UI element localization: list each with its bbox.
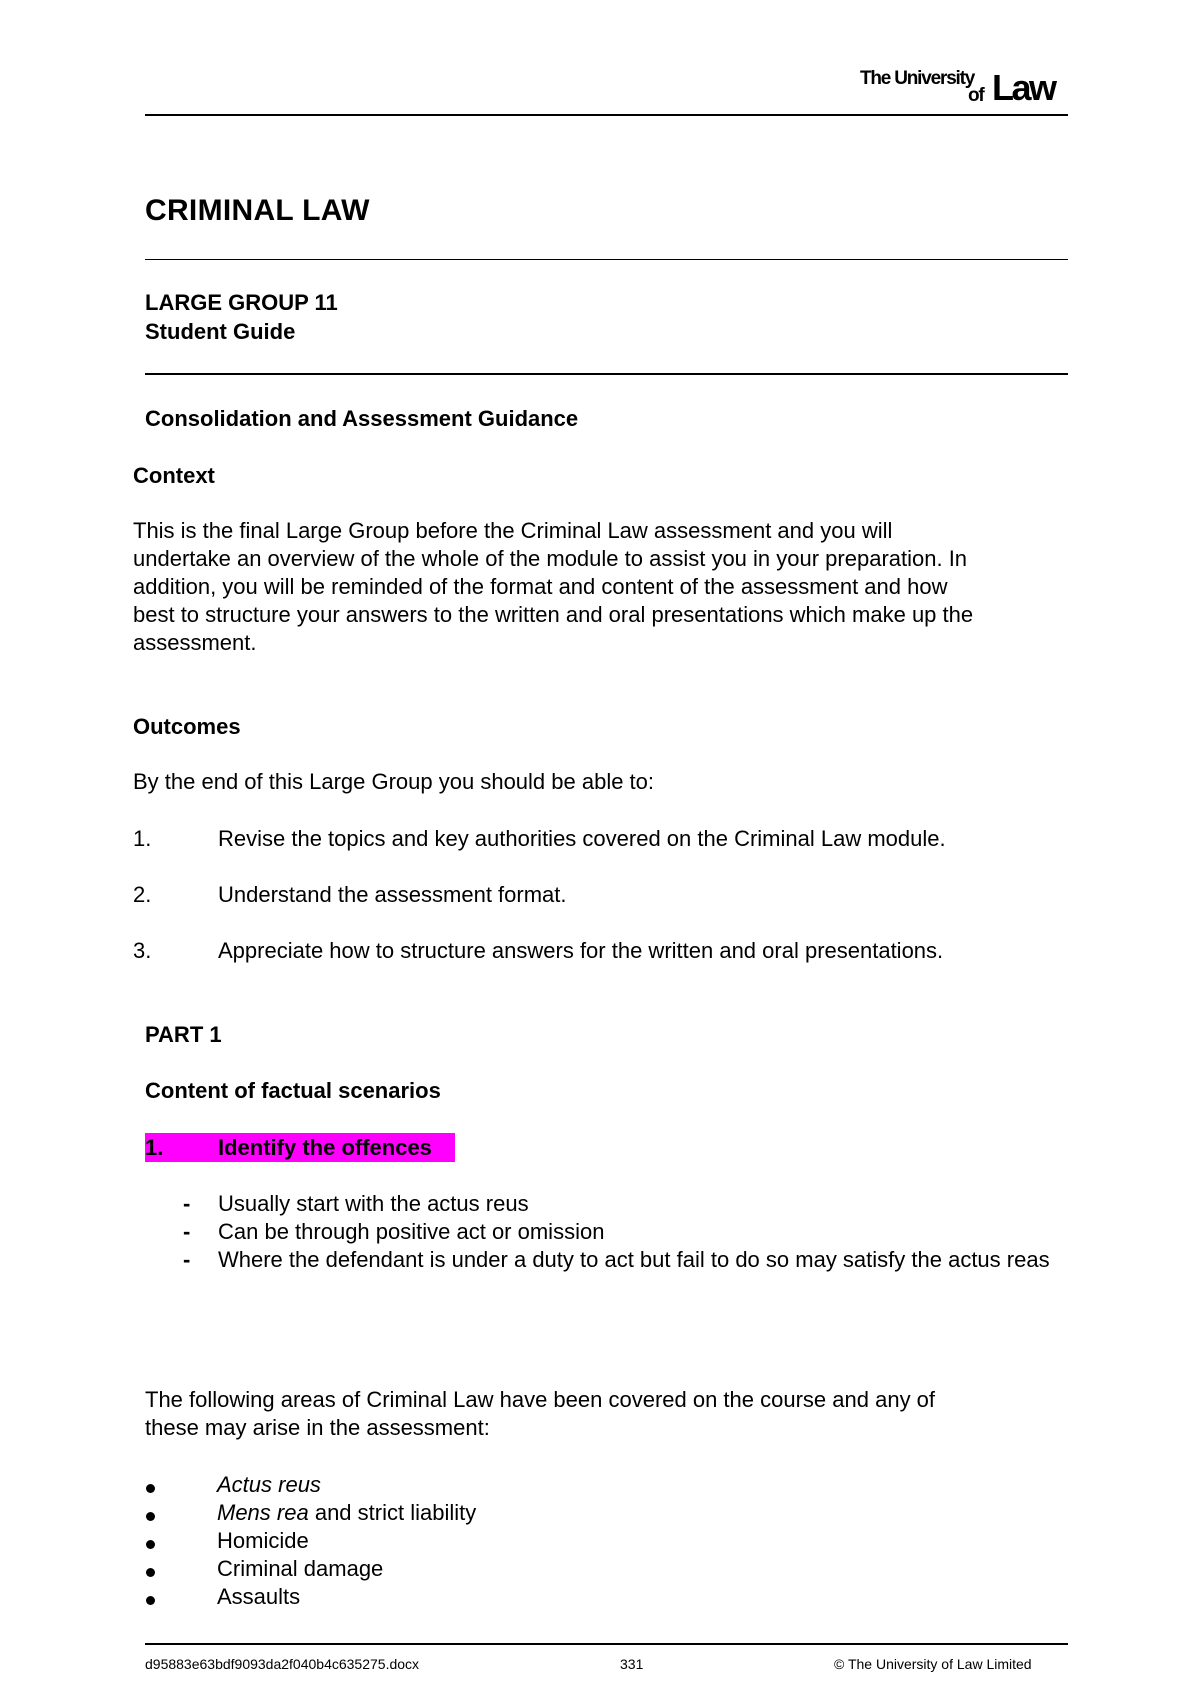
part1-item-number: 1. [145, 1135, 164, 1160]
dash-item: Where the defendant is under a duty to act but fail to do so may satisfy the actus reas [218, 1247, 1050, 1272]
footer-copyright: © The University of Law Limited [834, 1656, 1032, 1672]
outcomes-intro: By the end of this Large Group you should be able to: [133, 769, 655, 794]
bullet-icon [146, 1512, 155, 1521]
context-line: addition, you will be reminded of the format and content of the assessment and how [133, 574, 948, 599]
context-heading: Context [133, 463, 215, 488]
logo-text-line2: of [968, 85, 984, 106]
dash-item: Can be through positive act or omission [218, 1219, 605, 1244]
session-line2: Student Guide [145, 319, 296, 344]
header-rule [145, 114, 1068, 116]
area-item-italic: Mens rea [217, 1500, 309, 1525]
dash-item: Usually start with the actus reus [218, 1191, 529, 1216]
university-logo [860, 66, 1070, 106]
part1-heading: PART 1 [145, 1022, 222, 1047]
outcome-text: Appreciate how to structure answers for the written and oral presentations. [218, 938, 944, 963]
context-paragraph [133, 517, 973, 657]
dash-marker: - [183, 1219, 191, 1244]
part1-item-text: Identify the offences [218, 1135, 432, 1160]
outcome-text: Revise the topics and key authorities covered on the Criminal Law module. [218, 826, 946, 851]
section-heading: Consolidation and Assessment Guidance [145, 406, 579, 431]
context-line: best to structure your answers to the written and oral presentations which make up the [133, 602, 974, 627]
areas-intro-line: these may arise in the assessment: [145, 1415, 490, 1440]
context-line: This is the final Large Group before the Criminal Law assessment and you will [133, 518, 893, 543]
area-item [217, 1500, 476, 1526]
session-line1: LARGE GROUP 11 [145, 290, 338, 315]
areas-intro-line: The following areas of Criminal Law have been covered on the course and any of [145, 1387, 936, 1412]
outcome-number: 3. [133, 938, 152, 963]
area-item-rest: and strict liability [308, 1500, 477, 1525]
bullet-icon [146, 1540, 155, 1549]
outcomes-heading: Outcomes [133, 714, 241, 739]
bullet-icon [146, 1596, 155, 1605]
document-title: CRIMINAL LAW [145, 194, 370, 227]
footer-rule [145, 1643, 1068, 1645]
areas-intro [145, 1386, 935, 1442]
area-item: Assaults [217, 1584, 301, 1609]
context-line: undertake an overview of the whole of the module to assist you in your preparation. In [133, 546, 968, 571]
footer-filename: d95883e63bdf9093da2f040b4c635275.docx [145, 1656, 420, 1672]
outcome-number: 1. [133, 826, 152, 851]
dash-marker: - [183, 1191, 191, 1216]
bullet-icon [146, 1568, 155, 1577]
footer-page-number: 331 [620, 1656, 644, 1672]
title-rule [145, 259, 1068, 260]
context-line: assessment. [133, 630, 257, 655]
area-item: Criminal damage [217, 1556, 384, 1581]
session-rule [145, 373, 1068, 375]
area-item: Homicide [217, 1528, 309, 1553]
dash-marker: - [183, 1247, 191, 1272]
part1-subheading: Content of factual scenarios [145, 1078, 441, 1103]
outcome-number: 2. [133, 882, 152, 907]
area-item: Actus reus [217, 1472, 321, 1497]
outcome-text: Understand the assessment format. [218, 882, 567, 907]
logo-text-line3: Law [992, 67, 1055, 108]
bullet-icon [146, 1484, 155, 1493]
logo-text-line1: The University [860, 68, 975, 89]
